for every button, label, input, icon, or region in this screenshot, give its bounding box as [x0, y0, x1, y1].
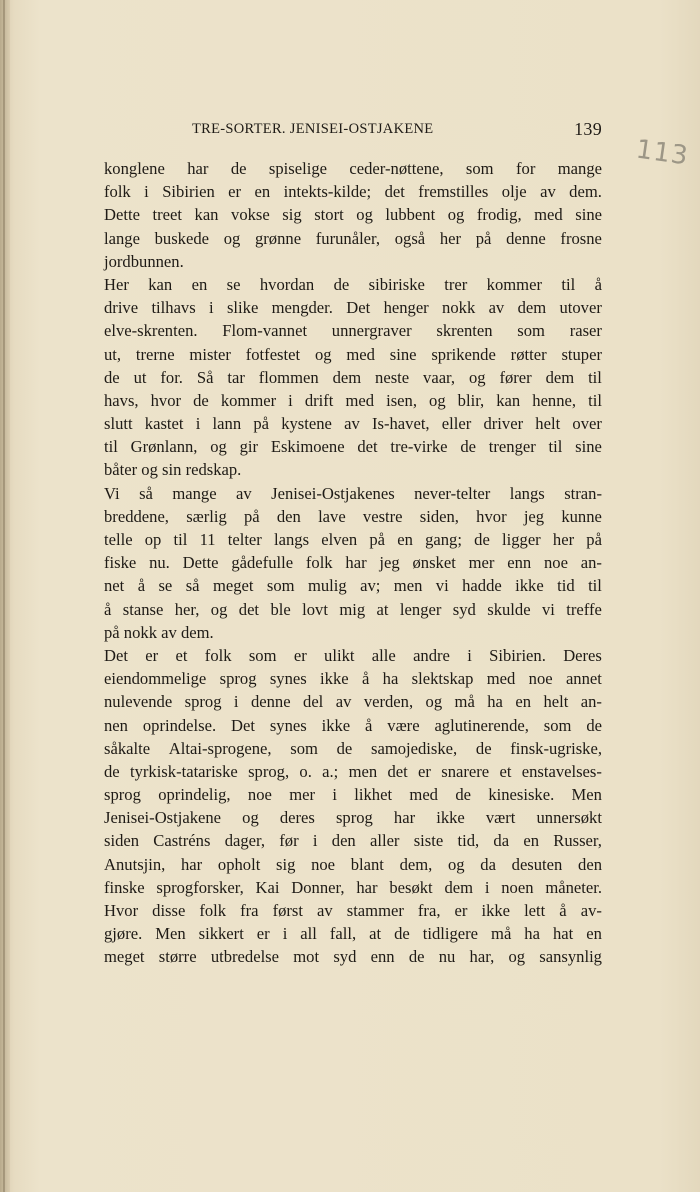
text-line: sprog oprindelig, noe mer i likhet med de kinesiske. Men	[104, 785, 602, 805]
text-line: slutt kastet i lann på kystene av Is-havet, eller driver helt over	[104, 414, 602, 434]
text-line: eiendommelige sprog synes ikke å ha slektskap med noe annet	[104, 669, 602, 689]
paragraph-start-line: Hvor disse folk fra først av stammer fra, er ikke lett å av-	[104, 901, 602, 920]
text-line: ut, trerne mister fotfestet og med sine sprikende røtter stuper	[104, 344, 602, 364]
paragraph-start-line: Vi så mange av Jenisei-Ostjakenes never-telter langs stran-	[104, 483, 602, 503]
page-number: 139	[574, 119, 602, 139]
paragraph-start-line: Det er et folk som er ulikt alle andre i Sibirien. Deres	[104, 645, 602, 665]
text-line: de ut for. Så tar flommen dem neste vaar, og fører dem til	[104, 367, 602, 387]
text-line: jordbunnen.	[104, 251, 184, 271]
text-line: havs, hvor de kommer i drift med isen, og blir, kan henne, til	[104, 390, 602, 410]
text-line: de tyrkisk-tatariske sprog, o. a.; men det er snarere et enstavelses-	[104, 761, 602, 781]
paragraph-start-line: Her kan en se hvordan de sibiriske trer kommer til å	[104, 274, 602, 294]
text-line: på nokk av dem.	[104, 622, 214, 642]
text-line: konglene har de spiselige ceder-nøttene, som for mange	[104, 159, 602, 178]
text-line: nulevende sprog i denne del av verden, og må ha en helt an-	[104, 692, 602, 712]
text-line: Dette treet kan vokse sig stort og lubbent og frodig, med sine	[104, 205, 602, 225]
text-line: lange buskede og grønne furunåler, også her på denne frosne	[104, 228, 602, 248]
body-text	[104, 157, 602, 969]
text-line: gjøre. Men sikkert er i all fall, at de tidligere må ha hat en	[104, 924, 602, 944]
text-line: båter og sin redskap.	[104, 460, 242, 480]
text-line: siden Castréns dager, før i den aller siste tid, da en Russer,	[104, 831, 602, 851]
text-line: drive tilhavs i slike mengder. Det henger nokk av dem utover	[104, 298, 602, 318]
text-line: telle op til 11 telter langs elven på en gang; de ligger her på	[104, 530, 602, 549]
handwritten-margin-note: 113	[634, 134, 691, 172]
text-line: til Grønlann, og gir Eskimoene det tre-virke de trenger til sine	[104, 437, 602, 457]
running-title: TRE-SORTER. JENISEI-OSTJAKENE	[192, 121, 434, 137]
text-line: meget større utbredelse mot syd enn de nu har, og sansynlig	[104, 947, 602, 967]
running-head	[192, 121, 602, 143]
binding-gutter	[0, 0, 10, 1192]
text-line: såkalte Altai-sprogene, som de samojediske, de finsk-ugriske,	[104, 738, 602, 758]
binding-edge-line	[3, 0, 5, 1192]
text-line: breddene, særlig på den lave vestre siden, hvor jeg kunne	[104, 506, 602, 526]
text-line: nen oprindelse. Det synes ikke å være aglutinerende, som de	[104, 715, 602, 735]
text-line: Jenisei-Ostjakene og deres sprog har ikke vært unnersøkt	[104, 808, 602, 828]
text-line: finske sprogforsker, Kai Donner, har besøkt dem i noen måneter.	[104, 877, 602, 897]
text-line: net å se så meget som mulig av; men vi hadde ikke tid til	[104, 576, 602, 596]
text-line: elve-skrenten. Flom-vannet unnergraver skrenten som raser	[104, 321, 602, 341]
text-line: Anutsjin, har opholt sig noe blant dem, og da desuten den	[104, 854, 602, 874]
text-line: fiske nu. Dette gådefulle folk har jeg ønsket mer enn noe an-	[104, 553, 602, 573]
text-line: å stanse her, og det ble lovt mig at lenger syd skulde vi treffe	[104, 599, 602, 619]
text-line: folk i Sibirien er en intekts-kilde; det fremstilles olje av dem.	[104, 182, 602, 202]
